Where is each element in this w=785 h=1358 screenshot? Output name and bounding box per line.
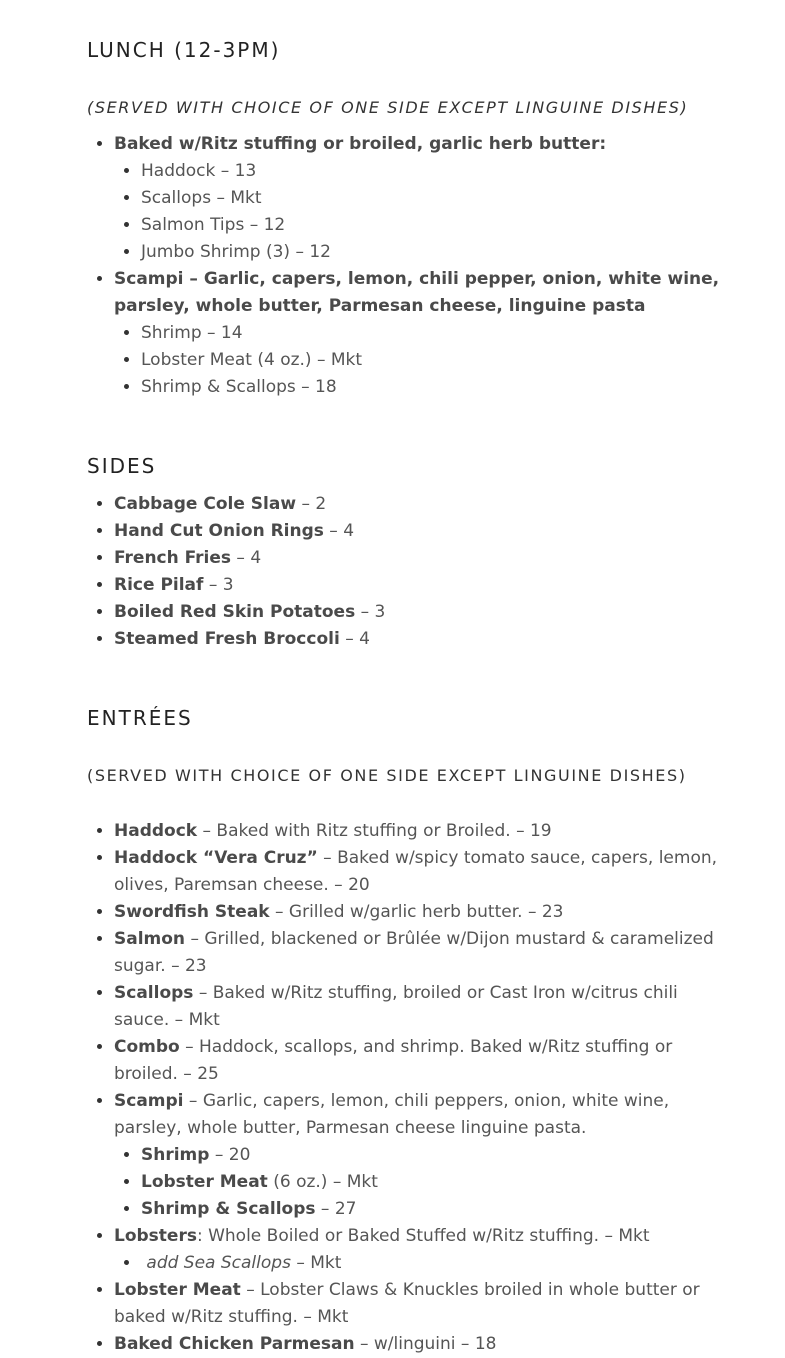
item-name: Lobsters <box>114 1226 197 1246</box>
item-desc: – Baked w/Ritz stuffing, broiled or Cast Iron w/citrus chili sauce. – Mkt <box>114 983 678 1030</box>
item-name: Haddock “Vera Cruz” <box>114 848 318 868</box>
lunch-sublist <box>114 158 734 266</box>
list-item <box>114 926 734 980</box>
list-item <box>114 572 734 599</box>
item-name: Haddock <box>114 821 198 841</box>
list-item: • Jumbo Shrimp (3) – 12 <box>141 239 734 266</box>
item-name: French Fries <box>114 548 232 568</box>
item-price: – 4 <box>339 629 370 649</box>
list-item <box>114 818 734 845</box>
entrees-list <box>87 818 734 1358</box>
list-item: • Shrimp – 14 <box>141 320 734 347</box>
list-item <box>114 518 734 545</box>
list-item: • Haddock – 13 <box>141 158 734 185</box>
list-item: • Scallops – Mkt <box>141 185 734 212</box>
item-name: Boiled Red Skin Potatoes <box>114 602 356 622</box>
list-item <box>141 1142 734 1169</box>
item-price: – 27 <box>315 1199 357 1219</box>
lunch-group-heading: Baked w/Ritz stuffing or broiled, garlic herb butter: <box>114 134 607 154</box>
item-name: Steamed Fresh Broccoli <box>114 629 340 649</box>
list-item <box>114 1034 734 1088</box>
item-price: – 4 <box>323 521 355 541</box>
item-price: – 4 <box>231 548 262 568</box>
item-desc: – Baked w/spicy tomato sauce, capers, lemon, olives, Paremsan cheese. – 20 <box>114 848 718 895</box>
lunch-heading: LUNCH (12-3PM) <box>87 38 281 62</box>
lunch-note: (SERVED WITH CHOICE OF ONE SIDE EXCEPT LINGUINE DISHES) <box>87 98 689 117</box>
sides-list <box>87 491 734 653</box>
list-item <box>114 1331 734 1358</box>
item-name: Baked Chicken Parmesan <box>114 1334 355 1354</box>
item-name: Rice Pilaf <box>114 575 204 595</box>
item-name: Combo <box>114 1037 180 1057</box>
list-item <box>141 1250 734 1277</box>
sides-heading: SIDES <box>87 454 157 478</box>
list-item <box>114 491 734 518</box>
item-price: – 20 <box>209 1145 251 1165</box>
list-item <box>114 980 734 1034</box>
lobster-sublist <box>114 1250 734 1277</box>
item-price: – 2 <box>296 494 327 514</box>
item-desc: : Whole Boiled or Baked Stuffed w/Ritz stuffing. – Mkt <box>196 1226 650 1246</box>
lunch-group-heading: Scampi – Garlic, capers, lemon, chili pepper, onion, white wine, parsley, whole butter, Parmesan cheese, linguine pasta <box>114 269 720 316</box>
list-item <box>114 1088 734 1223</box>
list-item <box>114 1223 734 1277</box>
item-name: Swordfish Steak <box>114 902 270 922</box>
lunch-sublist <box>114 320 734 401</box>
item-desc: – Grilled w/garlic herb butter. – 23 <box>269 902 564 922</box>
addon-name: add Sea Scallops <box>146 1253 291 1273</box>
list-item: • Lobster Meat (4 oz.) – Mkt <box>141 347 734 374</box>
item-name: Cabbage Cole Slaw <box>114 494 297 514</box>
list-item <box>114 626 734 653</box>
item-price: (6 oz.) – Mkt <box>267 1172 378 1192</box>
scampi-sublist <box>114 1142 734 1223</box>
item-name: Scampi <box>114 1091 184 1111</box>
item-desc: – Garlic, capers, lemon, chili peppers, onion, white wine, parsley, whole butter, Parmesan cheese linguine pasta. <box>114 1091 670 1138</box>
item-name: Lobster Meat <box>141 1172 268 1192</box>
list-item <box>141 1169 734 1196</box>
item-desc: – Baked with Ritz stuffing or Broiled. – 19 <box>197 821 552 841</box>
item-desc: – w/linguini – 18 <box>354 1334 497 1354</box>
list-item <box>114 545 734 572</box>
list-item: • Salmon Tips – 12 <box>141 212 734 239</box>
list-item <box>141 1196 734 1223</box>
item-desc: – Lobster Claws & Knuckles broiled in whole butter or baked w/Ritz stuffing. – Mkt <box>114 1280 700 1327</box>
entrees-note: (SERVED WITH CHOICE OF ONE SIDE EXCEPT LINGUINE DISHES) <box>87 766 687 785</box>
item-name: Shrimp <box>141 1145 210 1165</box>
item-price: – Mkt <box>290 1253 342 1273</box>
list-item <box>114 599 734 626</box>
list-item <box>114 845 734 899</box>
item-name: Scallops <box>114 983 194 1003</box>
list-item: • Shrimp & Scallops – 18 <box>141 374 734 401</box>
item-name: Hand Cut Onion Rings <box>114 521 324 541</box>
item-desc: – Grilled, blackened or Brûlée w/Dijon mustard & caramelized sugar. – 23 <box>114 929 714 976</box>
entrees-heading: ENTRÉES <box>87 706 193 730</box>
item-price: – 3 <box>203 575 234 595</box>
list-item <box>114 266 734 401</box>
list-item <box>114 1277 734 1331</box>
lunch-list <box>87 131 734 401</box>
item-desc: – Haddock, scallops, and shrimp. Baked w/Ritz stuffing or broiled. – 25 <box>114 1037 673 1084</box>
item-name: Lobster Meat <box>114 1280 241 1300</box>
list-item <box>114 899 734 926</box>
list-item <box>114 131 734 266</box>
item-price: – 3 <box>355 602 386 622</box>
item-name: Shrimp & Scallops <box>141 1199 316 1219</box>
item-name: Salmon <box>114 929 186 949</box>
